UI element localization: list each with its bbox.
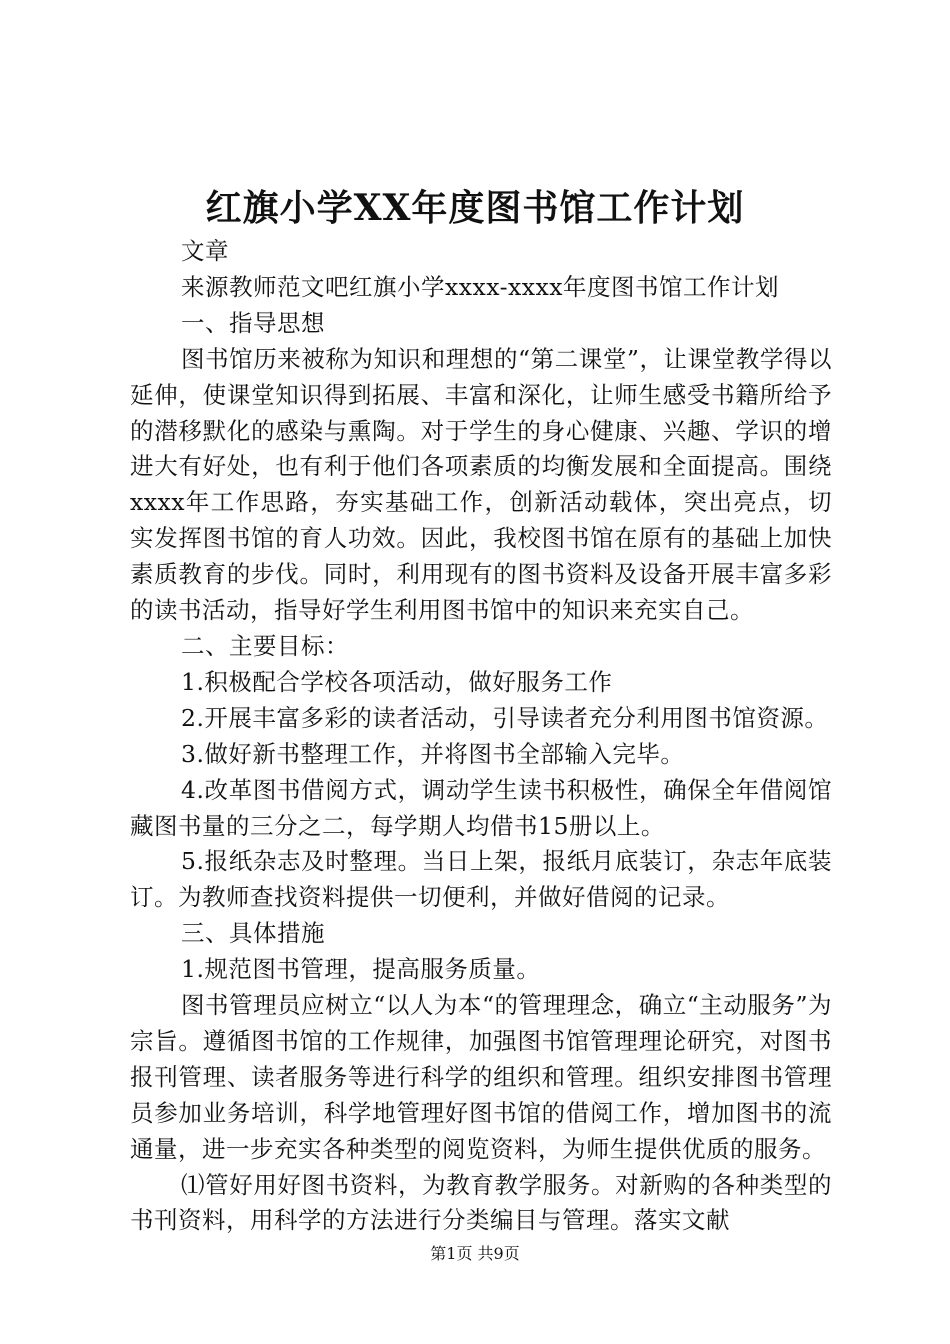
document-title: 红旗小学XX年度图书馆工作计划: [205, 187, 745, 229]
section-heading-guiding-ideology: 一、指导思想: [181, 308, 325, 337]
paragraph-source-line: 来源教师范文吧红旗小学xxxx-xxxx年度图书馆工作计划: [181, 272, 780, 301]
measure-item-1: 1.规范图书管理，提高服务质量。: [181, 955, 541, 984]
goal-item-4: 4.改革图书借阅方式，调动学生读书积极性，确保全年借阅馆藏图书量的三分之二，每学期人均借书15册以上。: [130, 775, 832, 840]
goal-item-3: 3.做好新书整理工作，并将图书全部输入完毕。: [181, 739, 685, 768]
document-body: [130, 234, 832, 1239]
paragraph-source-label: 文章: [181, 237, 229, 265]
page-number-footer: 第1页 共9页: [430, 1244, 520, 1263]
section-heading-measures: 三、具体措施: [181, 919, 325, 948]
goal-item-5: 5.报纸杂志及时整理。当日上架，报纸月底装订，杂志年底装订。为教师查找资料提供一切便利，并做好借阅的记录。: [130, 847, 832, 912]
section-heading-main-goals: 二、主要目标：: [181, 631, 349, 660]
paragraph-guiding-ideology: 图书馆历来被称为知识和理想的“第二课堂”，让课堂教学得以延伸，使课堂知识得到拓展、丰富和深化，让师生感受书籍所给予的潜移默化的感染与熏陶。对于学生的身心健康、兴趣、学识的增进大有好处，也有利于他们各项素质的均衡发展和全面提高。围绕xxxx年工作思路，夯实基础工作，创新活动载体，突出亮点，切实发挥图书馆的育人功效。因此，我校图书馆在原有的基础上加快素质教育的步伐。同时，利用现有的图书资料及设备开展丰富多彩的读书活动，指导好学生利用图书馆中的知识来充实自己。: [130, 344, 832, 625]
paragraph-measure-detail: 图书管理员应树立“以人为本“的管理理念，确立“主动服务”为宗旨。遵循图书馆的工作规律，加强图书馆管理理论研究，对图书报刊管理、读者服务等进行科学的组织和管理。组织安排图书管理员参加业务培训，科学地管理好图书馆的借阅工作，增加图书的流通量，进一步充实各种类型的阅览资料，为师生提供优质的服务。: [130, 991, 832, 1163]
goal-item-2: 2.开展丰富多彩的读者活动，引导读者充分利用图书馆资源。: [181, 703, 829, 732]
goal-item-1: 1.积极配合学校各项活动，做好服务工作: [181, 667, 613, 696]
paragraph-measure-sub-1: ⑴管好用好图书资料，为教育教学服务。对新购的各种类型的书刊资料，用科学的方法进行分类编目与管理。落实文献: [130, 1170, 832, 1235]
